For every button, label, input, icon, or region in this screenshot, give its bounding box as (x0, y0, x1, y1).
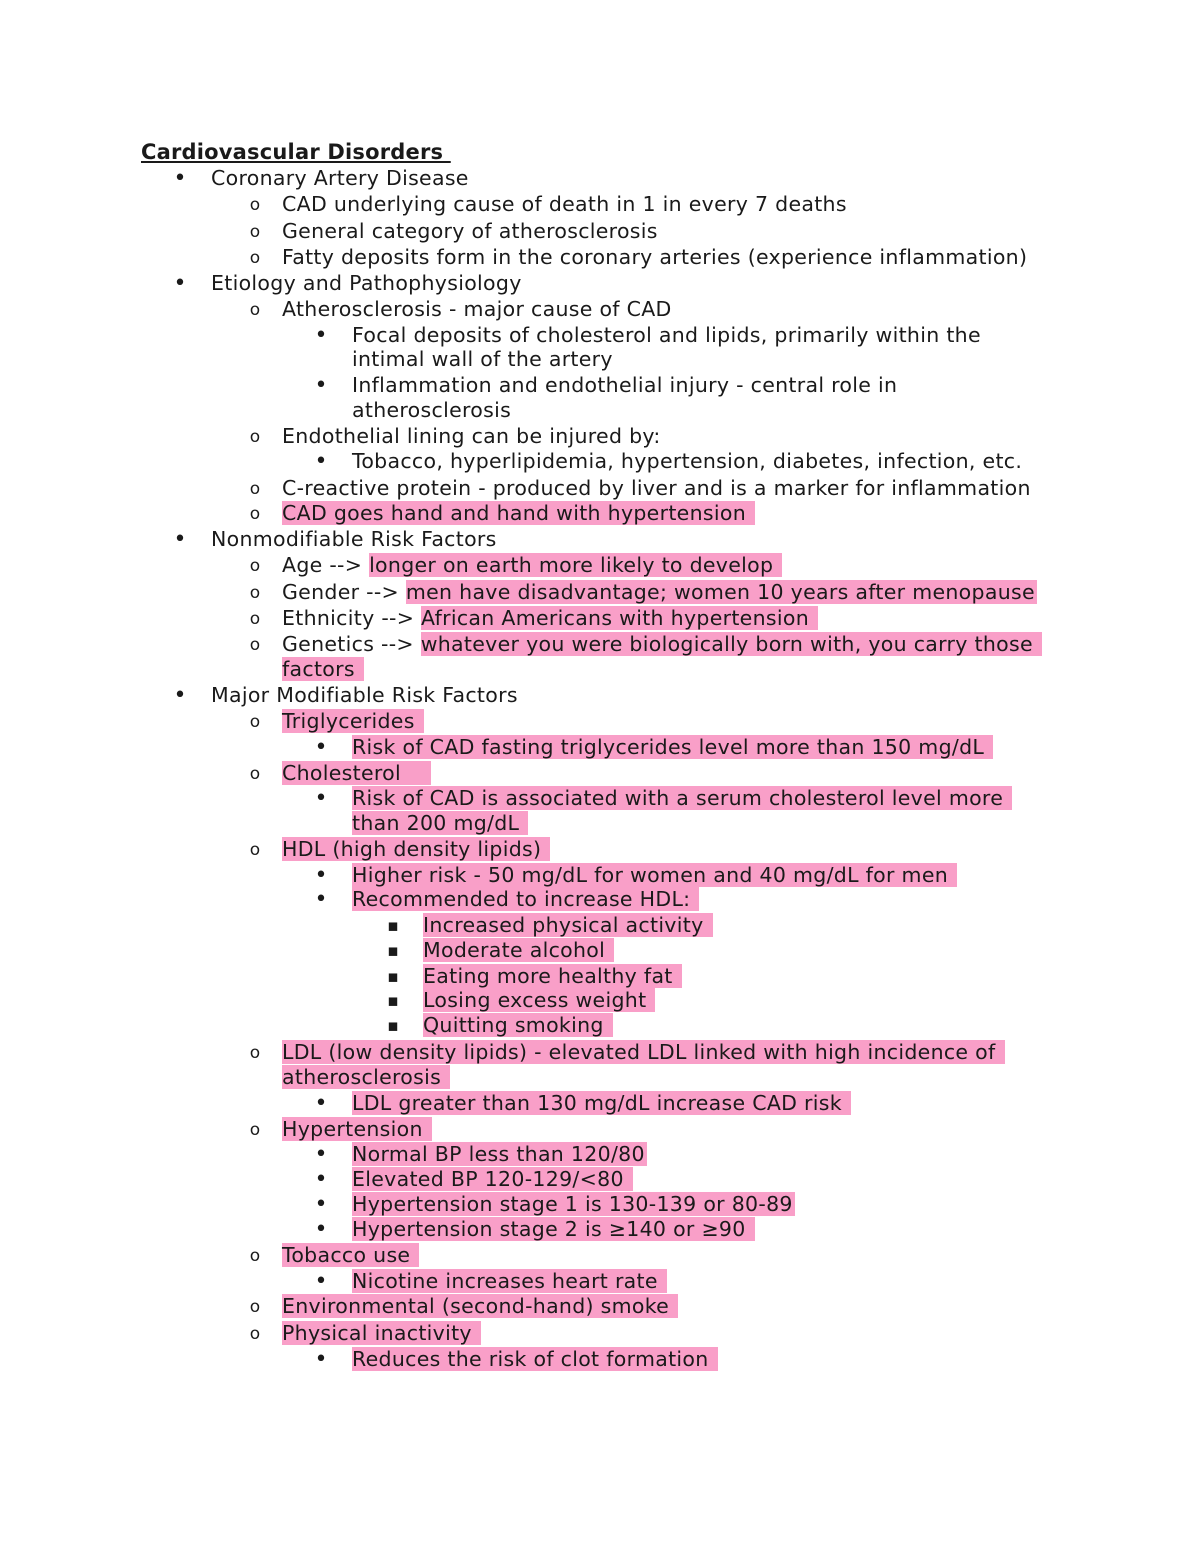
highlighted-text: Hypertension stage 2 is ≥140 or ≥90 (352, 1217, 755, 1241)
list-item-continuation: intimal wall of the artery (352, 347, 613, 371)
circle-marker (245, 424, 265, 449)
circle-marker (245, 553, 265, 578)
highlighted-text: longer on earth more likely to develop (369, 553, 782, 577)
section-heading: Nonmodifiable Risk Factors (211, 527, 497, 551)
square-marker (383, 938, 403, 963)
list-item (282, 1294, 678, 1319)
bullet-marker (311, 786, 331, 811)
circle-marker (245, 1040, 265, 1065)
highlighted-text: Nicotine increases heart rate (352, 1269, 667, 1293)
bullet-marker (170, 527, 190, 552)
list-item (282, 553, 782, 578)
item-label: Genetics --> (282, 632, 421, 656)
highlighted-text: Higher risk - 50 mg/dL for women and 40 mg/dL for men (352, 863, 957, 887)
bullet-marker (311, 1091, 331, 1116)
bullet-marker (311, 1167, 331, 1192)
highlighted-text: Increased physical activity (423, 913, 713, 937)
bullet-marker (311, 1217, 331, 1242)
list-item (352, 863, 957, 888)
bullet-marker (311, 735, 331, 760)
list-item (282, 1243, 419, 1268)
list-item (352, 887, 699, 912)
highlighted-text: Cholesterol (282, 761, 431, 785)
list-item (423, 938, 614, 963)
circle-marker (245, 580, 265, 605)
bullet-marker (170, 166, 190, 191)
list-item (352, 1269, 667, 1294)
bullet-marker (311, 1347, 331, 1372)
highlighted-text: than 200 mg/dL (352, 811, 528, 835)
circle-marker (245, 501, 265, 526)
list-item (423, 1013, 613, 1038)
highlighted-text: Hypertension stage 1 is 130-139 or 80-89 (352, 1192, 793, 1216)
list-item: Atherosclerosis - major cause of CAD (282, 297, 672, 321)
bullet-marker (311, 373, 331, 398)
circle-marker (245, 192, 265, 217)
list-item: Tobacco, hyperlipidemia, hypertension, diabetes, infection, etc. (352, 449, 1023, 473)
list-item (282, 632, 1042, 657)
bullet-marker (311, 1142, 331, 1167)
bullet-marker (170, 271, 190, 296)
list-item-continuation (282, 1065, 450, 1090)
list-item (352, 1217, 755, 1242)
highlighted-text: Elevated BP 120-129/<80 (352, 1167, 633, 1191)
circle-marker (245, 1117, 265, 1142)
square-marker (383, 988, 403, 1013)
highlighted-text: Eating more healthy fat (423, 964, 682, 988)
list-item (282, 837, 550, 862)
highlighted-text: atherosclerosis (282, 1065, 450, 1089)
document-title: Cardiovascular Disorders (141, 140, 451, 164)
item-label: Age --> (282, 553, 370, 577)
list-item-continuation (352, 811, 528, 836)
item-label: Ethnicity --> (282, 606, 422, 630)
list-item (352, 1347, 718, 1372)
section-heading: Coronary Artery Disease (211, 166, 469, 190)
list-item (352, 1192, 795, 1217)
highlighted-text: Hypertension (282, 1117, 432, 1141)
list-item (282, 501, 755, 526)
circle-marker (245, 709, 265, 734)
list-item (282, 1117, 432, 1142)
bullet-marker (311, 1269, 331, 1294)
circle-marker (245, 219, 265, 244)
circle-marker (245, 837, 265, 862)
list-item: CAD underlying cause of death in 1 in every 7 deaths (282, 192, 847, 216)
highlighted-text: Normal BP less than 120/80 (352, 1142, 645, 1166)
section-heading: Major Modifiable Risk Factors (211, 683, 518, 707)
highlighted-text: Environmental (second-hand) smoke (282, 1294, 678, 1318)
list-item (282, 580, 1037, 605)
bullet-marker (311, 863, 331, 888)
list-item: Focal deposits of cholesterol and lipids, primarily within the (352, 323, 981, 347)
highlighted-text: HDL (high density lipids) (282, 837, 550, 861)
list-item (352, 1142, 647, 1167)
circle-marker (245, 761, 265, 786)
highlighted-text: Risk of CAD is associated with a serum cholesterol level more (352, 786, 1012, 810)
list-item: Inflammation and endothelial injury - central role in (352, 373, 898, 397)
list-item (352, 735, 993, 760)
highlighted-text: CAD goes hand and hand with hypertension (282, 501, 755, 525)
bullet-marker (311, 887, 331, 912)
circle-marker (245, 1294, 265, 1319)
list-item-continuation: atherosclerosis (352, 398, 512, 422)
highlighted-text: Quitting smoking (423, 1013, 613, 1037)
highlighted-text: Reduces the risk of clot formation (352, 1347, 718, 1371)
highlighted-text: Risk of CAD fasting triglycerides level more than 150 mg/dL (352, 735, 993, 759)
highlighted-text: Physical inactivity (282, 1321, 481, 1345)
circle-marker (245, 1321, 265, 1346)
list-item (352, 1091, 851, 1116)
highlighted-text: LDL (low density lipids) - elevated LDL linked with high incidence of (282, 1040, 1005, 1064)
circle-marker (245, 1243, 265, 1268)
highlighted-text: factors (282, 657, 364, 681)
section-heading: Etiology and Pathophysiology (211, 271, 522, 295)
square-marker (383, 964, 403, 989)
square-marker (383, 913, 403, 938)
circle-marker (245, 245, 265, 270)
circle-marker (245, 606, 265, 631)
highlighted-text: Losing excess weight (423, 988, 655, 1012)
bullet-marker (311, 1192, 331, 1217)
bullet-marker (311, 323, 331, 348)
list-item-continuation (282, 657, 364, 682)
bullet-marker (170, 683, 190, 708)
list-item (282, 709, 424, 734)
list-item (282, 1040, 1005, 1065)
list-item (423, 913, 713, 938)
bullet-marker (311, 449, 331, 474)
list-item: Fatty deposits form in the coronary arteries (experience inflammation) (282, 245, 1028, 269)
highlighted-text: Triglycerides (282, 709, 424, 733)
list-item (282, 606, 818, 631)
list-item (352, 1167, 633, 1192)
list-item: General category of atherosclerosis (282, 219, 658, 243)
highlighted-text: Tobacco use (282, 1243, 419, 1267)
list-item (282, 1321, 481, 1346)
list-item: C-reactive protein - produced by liver and is a marker for inflammation (282, 476, 1031, 500)
list-item (282, 761, 431, 786)
highlighted-text: LDL greater than 130 mg/dL increase CAD risk (352, 1091, 851, 1115)
circle-marker (245, 632, 265, 657)
highlighted-text: men have disadvantage; women 10 years after menopause (405, 580, 1035, 604)
highlighted-text: Recommended to increase HDL: (352, 887, 699, 911)
highlighted-text: Moderate alcohol (423, 938, 614, 962)
square-marker (383, 1013, 403, 1038)
circle-marker (245, 476, 265, 501)
item-label: Gender --> (282, 580, 406, 604)
highlighted-text: African Americans with hypertension (421, 606, 818, 630)
list-item (423, 964, 682, 989)
list-item (352, 786, 1012, 811)
circle-marker (245, 297, 265, 322)
highlighted-text: whatever you were biologically born with, you carry those (421, 632, 1042, 656)
list-item: Endothelial lining can be injured by: (282, 424, 661, 448)
list-item (423, 988, 655, 1013)
